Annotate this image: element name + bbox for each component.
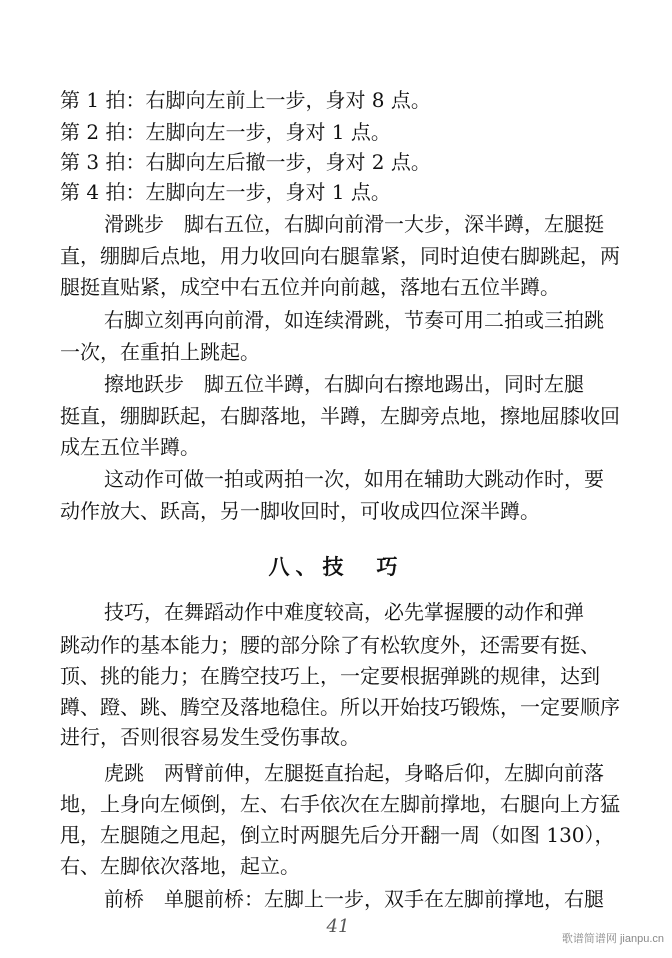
- text-line: 虎跳 两臂前伸，左腿挺直抬起，身略后仰，左脚向前落: [104, 761, 604, 785]
- text-line: 滑跳步 脚右五位，右脚向前滑一大步，深半蹲，左腿挺: [104, 212, 604, 236]
- text-line: 地，上身向左倾倒，左、右手依次在左脚前撑地，右腿向上方猛: [60, 792, 620, 816]
- text-line: 第 4 拍：左脚向左一步，身对 1 点。: [60, 180, 391, 204]
- watermark: 歌谱简谱网 jianpu.cn: [561, 933, 664, 945]
- text-line: 前桥 单腿前桥：左脚上一步，双手在左脚前撑地，右腿: [104, 887, 604, 911]
- text-line: 擦地跃步 脚五位半蹲，右脚向右擦地踢出，同时左腿: [104, 372, 584, 396]
- text-line: 技巧，在舞蹈动作中难度较高，必先掌握腰的动作和弹: [104, 600, 584, 624]
- text-line: 第 1 拍：右脚向左前上一步，身对 8 点。: [60, 88, 431, 112]
- page-number: 41: [326, 916, 350, 937]
- text-line: 腿挺直贴紧，成空中右五位并向前越，落地右五位半蹲。: [60, 275, 560, 299]
- text-line: 动作放大、跃高，另一脚收回时，可收成四位深半蹲。: [60, 499, 540, 523]
- text-line: 蹲、蹬、跳、腾空及落地稳住。所以开始技巧锻炼，一定要顺序: [60, 695, 620, 719]
- text-line: 这动作可做一拍或两拍一次，如用在辅助大跳动作时，要: [104, 467, 604, 491]
- text-line: 进行，否则很容易发生受伤事故。: [60, 725, 360, 749]
- section-heading: 八、技 巧: [268, 554, 404, 579]
- text-line: 右、左脚依次落地，起立。: [60, 854, 300, 878]
- text-line: 第 3 拍：右脚向左后撤一步，身对 2 点。: [60, 150, 431, 174]
- text-line: 甩，左腿随之甩起，倒立时两腿先后分开翻一周（如图 130），: [60, 823, 615, 847]
- text-line: 第 2 拍：左脚向左一步，身对 1 点。: [60, 120, 391, 144]
- text-line: 顶、挑的能力；在腾空技巧上，一定要根据弹跳的规律，达到: [60, 664, 600, 688]
- text-line: 挺直，绷脚跃起，右脚落地，半蹲，左脚旁点地，擦地屈膝收回: [60, 404, 620, 428]
- text-line: 成左五位半蹲。: [60, 435, 200, 459]
- text-line: 跳动作的基本能力；腰的部分除了有松软度外，还需要有挺、: [60, 633, 600, 657]
- text-line: 一次，在重拍上跳起。: [60, 340, 260, 364]
- text-line: 右脚立刻再向前滑，如连续滑跳，节奏可用二拍或三拍跳: [104, 308, 604, 332]
- text-line: 直，绷脚后点地，用力收回向右腿靠紧，同时迫使右脚跳起，两: [60, 244, 620, 268]
